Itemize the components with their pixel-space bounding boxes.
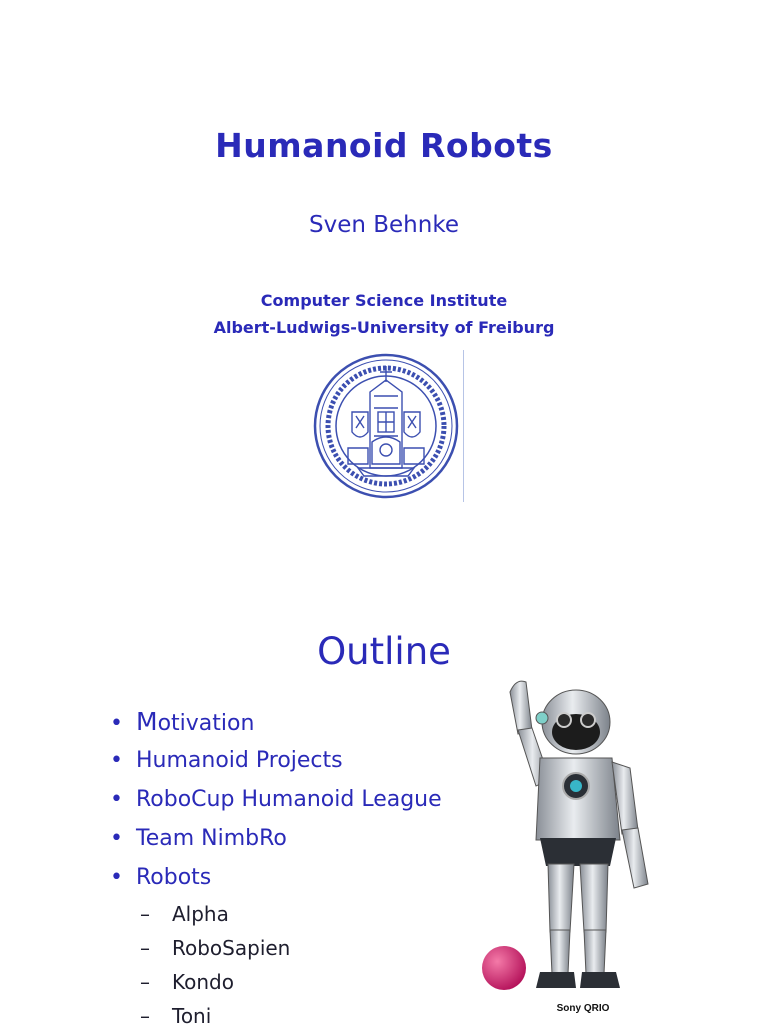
bullet-text: RoboCup Humanoid League <box>136 787 442 812</box>
sub-dash: – <box>140 902 150 926</box>
list-item <box>110 819 470 858</box>
sub-dash: – <box>140 970 150 994</box>
bullet-dot: • <box>110 826 123 851</box>
sub-dash: – <box>140 1004 150 1028</box>
bullet-dot: • <box>110 787 123 812</box>
list-item <box>110 780 470 819</box>
bullet-initial: M <box>136 707 158 736</box>
sub-item-text: Toni <box>172 1004 212 1028</box>
list-item <box>110 741 470 780</box>
university-seal-icon <box>312 352 460 500</box>
list-item <box>110 858 470 897</box>
bullet-dot: • <box>110 865 123 890</box>
sub-list-item <box>110 965 470 999</box>
bullet-text: otivation <box>157 711 255 736</box>
sub-list-item <box>110 897 470 931</box>
humanoid-robot-icon <box>470 670 670 1010</box>
outline-title: Outline <box>317 630 451 673</box>
image-caption: Sony QRIO <box>556 1003 610 1014</box>
slide-title-heading: Humanoid Robots <box>215 126 553 165</box>
bullet-text: Team NimbRo <box>136 826 287 851</box>
author-name: Sven Behnke <box>309 212 459 238</box>
sub-item-text: Kondo <box>172 970 234 994</box>
list-item <box>110 702 470 741</box>
bullet-text: Humanoid Projects <box>136 748 343 773</box>
sub-list-item <box>110 999 470 1033</box>
institute-line-2: Albert-Ludwigs-University of Freiburg <box>213 318 555 337</box>
seal-divider <box>463 350 464 502</box>
sub-item-text: RoboSapien <box>172 936 291 960</box>
slide-outline <box>0 512 768 1028</box>
bullet-dot: • <box>110 711 123 736</box>
slide-title <box>0 0 768 512</box>
bullet-dot: • <box>110 748 123 773</box>
sub-dash: – <box>140 936 150 960</box>
sub-list-item <box>110 931 470 965</box>
bullet-text: Robots <box>136 865 212 890</box>
sub-item-text: Alpha <box>172 902 229 926</box>
outline-list <box>110 702 470 1033</box>
institute-line-1: Computer Science Institute <box>260 291 508 310</box>
